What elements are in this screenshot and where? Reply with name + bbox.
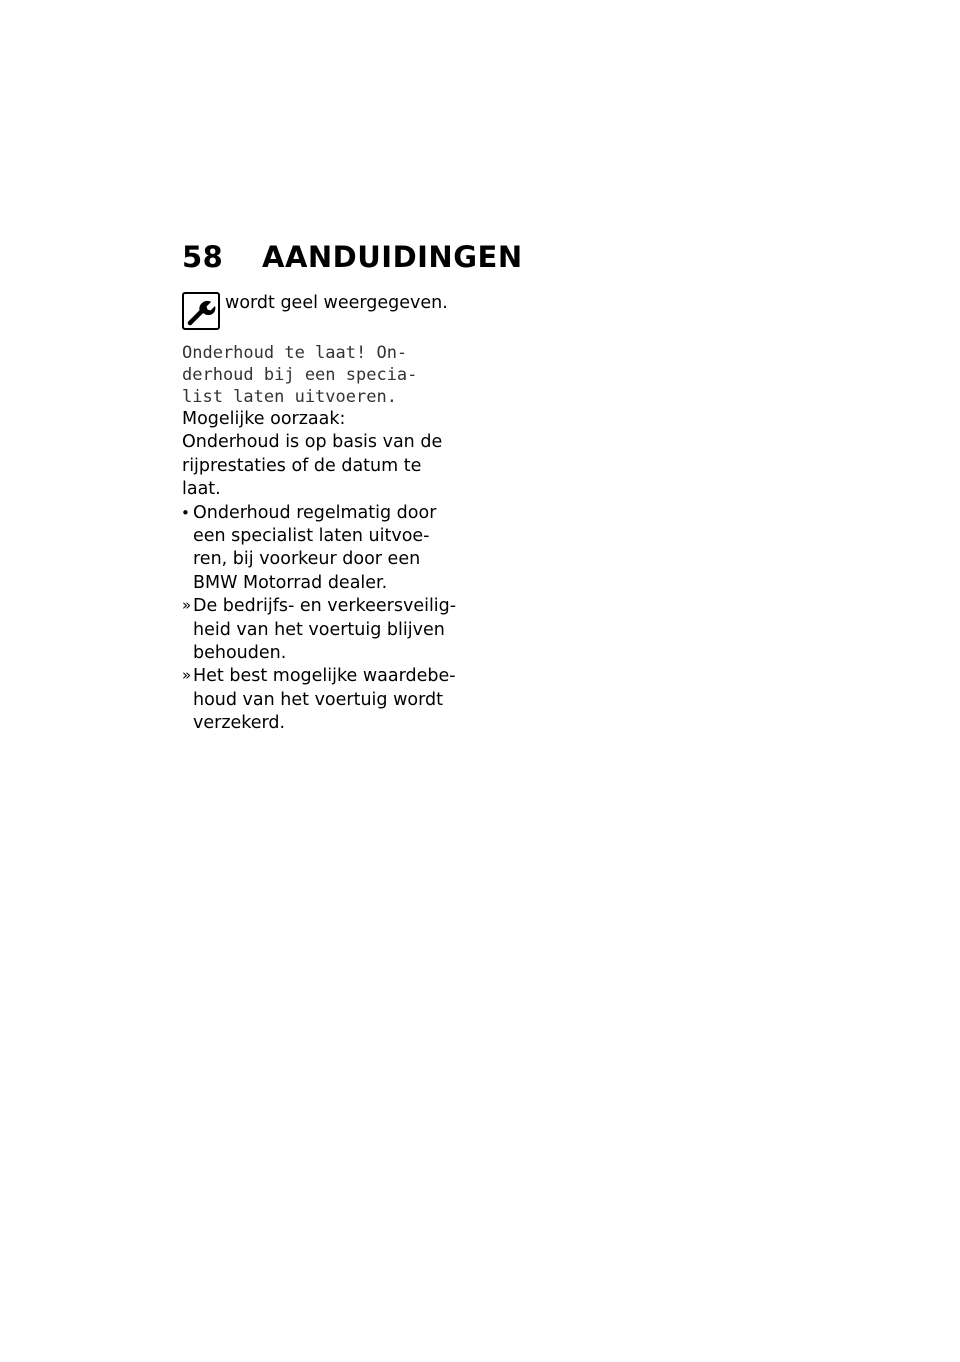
result-line: verzekerd. (193, 713, 286, 734)
action-line: een specialist laten uitvoe- (193, 526, 430, 547)
page-header (182, 240, 523, 274)
action-line: Onderhoud regelmatig door (193, 502, 437, 523)
result-line: De bedrijfs- en verkeersveilig- (193, 596, 457, 617)
display-message-line: derhoud bij een specia- (182, 365, 418, 385)
indicator-row (182, 292, 448, 330)
display-message-line: Onderhoud te laat! On- (182, 343, 408, 363)
section-title: AANDUIDINGEN (262, 240, 523, 274)
action-line: BMW Motorrad dealer. (193, 572, 388, 593)
display-message-line: list laten uitvoeren. (182, 387, 397, 407)
indicator-text: wordt geel weergegeven. (225, 293, 448, 313)
display-message (182, 342, 452, 408)
wrench-icon (182, 292, 220, 330)
cause-line: rijprestaties of de datum te (182, 455, 422, 476)
result-marker: » (182, 666, 192, 685)
result-line: houd van het voertuig wordt (193, 689, 443, 710)
result-item (182, 595, 472, 665)
result-line: Het best mogelijke waardebe- (193, 666, 456, 687)
result-line: behouden. (193, 643, 287, 664)
cause-line: Onderhoud is op basis van de (182, 432, 443, 453)
cause-label: Mogelijke oorzaak: (182, 409, 346, 429)
action-item (182, 502, 472, 596)
cause-line: laat. (182, 479, 221, 500)
action-line: ren, bij voorkeur door een (193, 549, 421, 570)
bullet-marker: • (181, 503, 190, 522)
result-line: heid van het voertuig blijven (193, 619, 445, 640)
body-text (182, 408, 472, 736)
result-item (182, 665, 472, 735)
result-marker: » (182, 596, 192, 615)
page-number: 58 (182, 240, 224, 274)
